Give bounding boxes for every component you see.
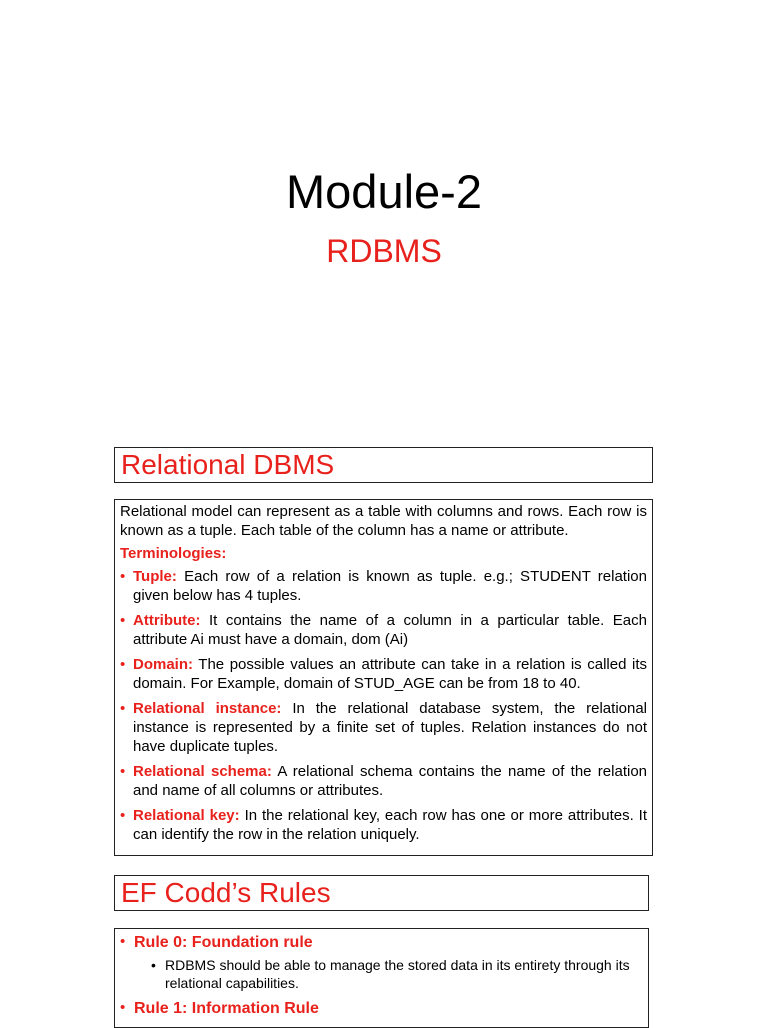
- section-heading-text: Relational DBMS: [121, 449, 335, 480]
- terminology-list: [120, 567, 647, 844]
- term-description: It contains the name of a column in a particular table. Each attribute Ai must have a domain, dom (Ai): [133, 612, 647, 648]
- bullet-icon: •: [120, 700, 126, 717]
- relational-dbms-content: [114, 499, 653, 856]
- rule-description-text: RDBMS should be able to manage the stored data in its entirety through its relational capabilities.: [165, 957, 630, 991]
- term-label: Relational instance:: [133, 700, 282, 717]
- module-subtitle: RDBMS: [326, 233, 442, 269]
- bullet-icon: •: [120, 807, 126, 824]
- list-item: [120, 611, 647, 649]
- bullet-icon: •: [120, 568, 126, 585]
- term-label: Relational key:: [133, 807, 240, 824]
- rule-title: Rule 0: Foundation rule: [134, 934, 313, 951]
- bullet-icon: •: [120, 656, 126, 673]
- rules-list: [120, 932, 643, 1020]
- list-item: [120, 932, 643, 992]
- intro-paragraph: Relational model can represent as a table with columns and rows. Each row is known as a tuple. Each table of the column has a name or attribute.: [120, 503, 647, 539]
- list-item: [120, 655, 647, 693]
- terminologies-label: Terminologies:: [120, 545, 227, 562]
- bullet-icon: •: [120, 612, 126, 629]
- term-description: In the relational key, each row has one or more attributes. It can identify the row in the relation uniquely.: [133, 807, 648, 843]
- bullet-icon: •: [120, 763, 126, 780]
- term-description: The possible values an attribute can take in a relation is called its domain. For Example, domain of STUD_AGE can be from 18 to 40.: [133, 656, 647, 692]
- sub-bullet-icon: •: [151, 957, 156, 973]
- term-description: A relational schema contains the name of the relation and name of all columns or attributes.: [133, 763, 647, 799]
- codds-rules-content: [114, 928, 649, 1028]
- list-item: [120, 806, 647, 844]
- term-label: Tuple:: [133, 568, 177, 585]
- section-heading-codds-rules: [114, 875, 649, 911]
- module-title: Module-2: [286, 165, 482, 218]
- list-item: [120, 762, 647, 800]
- section-heading-text: EF Codd’s Rules: [121, 877, 331, 908]
- term-description: In the relational database system, the relational instance is represented by a finite set of tuples. Relation instances do not have duplicate tuples.: [133, 700, 648, 755]
- section-heading-relational-dbms: [114, 447, 653, 483]
- term-label: Attribute:: [133, 612, 201, 629]
- list-item: [120, 567, 647, 605]
- rule-title: Rule 1: Information Rule: [134, 1000, 319, 1017]
- list-item: [120, 998, 643, 1020]
- bullet-icon: •: [120, 999, 126, 1016]
- list-item: [120, 699, 647, 756]
- term-label: Domain:: [133, 656, 193, 673]
- rule-description: [134, 956, 643, 992]
- bullet-icon: •: [120, 933, 126, 950]
- term-description: Each row of a relation is known as tuple. e.g.; STUDENT relation given below has 4 tuples.: [133, 568, 647, 604]
- term-label: Relational schema:: [133, 763, 272, 780]
